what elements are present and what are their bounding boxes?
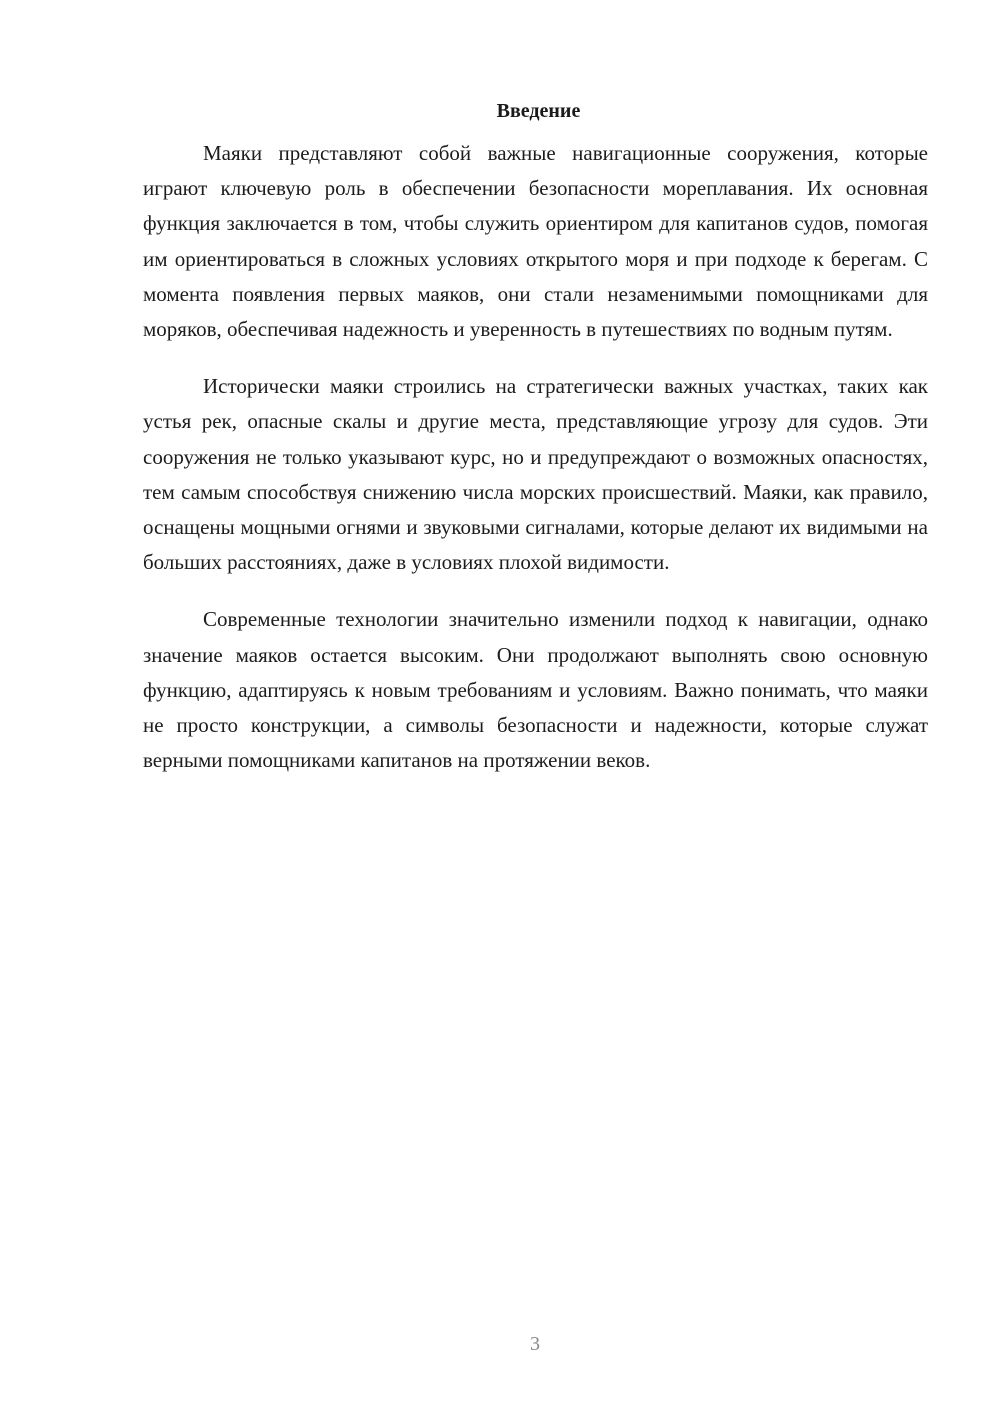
section-heading: Введение <box>496 100 581 122</box>
paragraph-2: Исторически маяки строились на стратегически важных участках, таких как устья рек, опасные скалы и другие места, представляющие угрозу для судов. Эти сооружения не только указывают курс, но и предупреждают о возможных опасностях, тем самым способствуя снижению числа морских происшествий. Маяки, как правило, оснащены мощными огнями и звуковыми сигналами, которые делают их видимыми на больших расстояниях, даже в условиях плохой видимости. <box>143 374 928 575</box>
page-content <box>143 96 928 800</box>
page-number: 3 <box>530 1333 540 1355</box>
paragraph-1: Маяки представляют собой важные навигационные сооружения, которые играют ключевую роль в обеспечении безопасности мореплавания. Их основная функция заключается в том, чтобы служить ориентиром для капитанов судов, помогая им ориентироваться в сложных условиях открытого моря и при подходе к берегам. С момента появления первых маяков, они стали незаменимыми помощниками для моряков, обеспечивая надежность и уверенность в путешествиях по водным путям. <box>143 141 928 342</box>
paragraph-3: Современные технологии значительно изменили подход к навигации, однако значение маяков остается высоким. Они продолжают выполнять свою основную функцию, адаптируясь к новым требованиям и условиям. Важно понимать, что маяки не просто конструкции, а символы безопасности и надежности, которые служат верными помощниками капитанов на протяжении веков. <box>143 607 928 773</box>
